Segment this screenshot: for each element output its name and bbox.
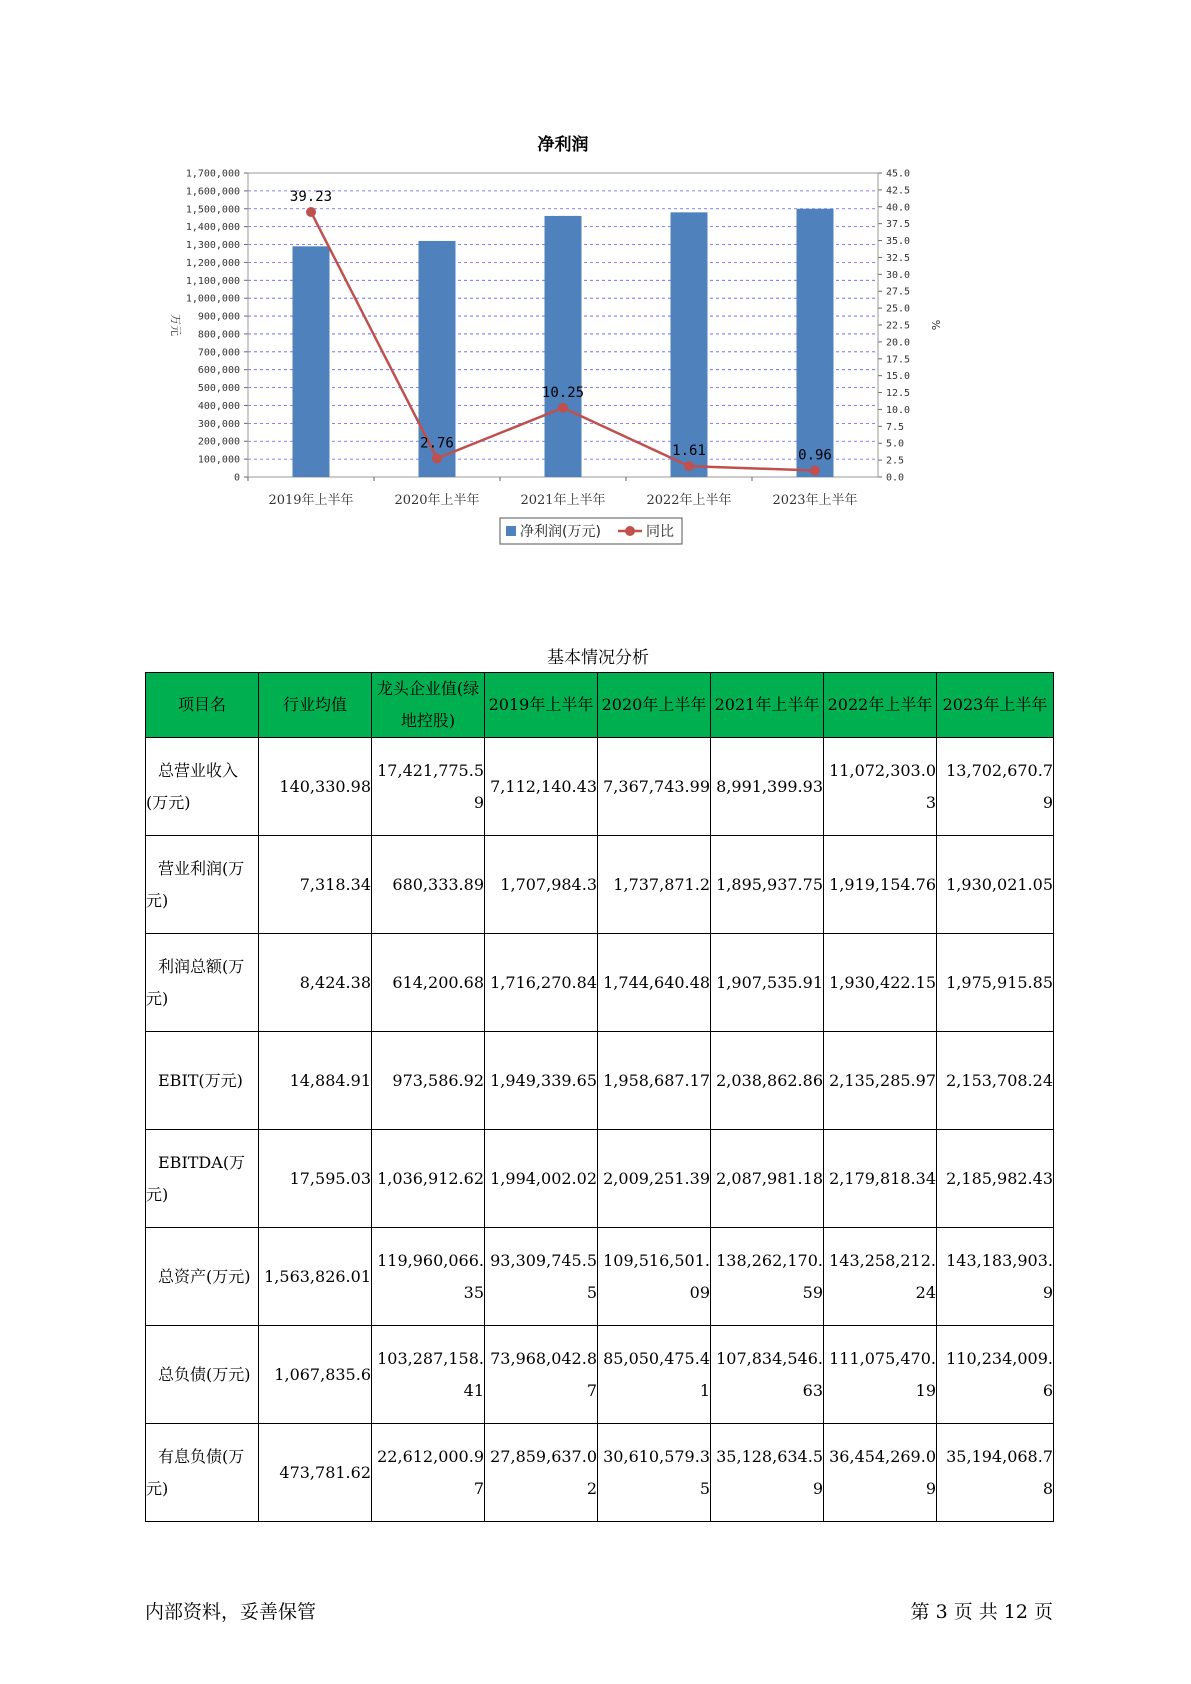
chart-title: 净利润	[537, 135, 589, 155]
row-label-cell	[146, 934, 259, 1032]
value-cell: 614,200.68	[372, 934, 485, 1032]
right-tick-label: 5.0	[886, 438, 905, 450]
right-tick-label: 7.5	[886, 421, 905, 433]
bar-net-profit	[545, 216, 582, 477]
header-cell: 2023年上半年	[937, 673, 1054, 738]
row-label-cell	[146, 1130, 259, 1228]
table-caption: 基本情况分析	[547, 648, 649, 668]
line-point-yoy	[432, 453, 442, 463]
row-label-cell	[146, 1424, 259, 1522]
chart-canvas	[160, 135, 1040, 595]
header-cell: 2022年上半年	[824, 673, 937, 738]
line-point-yoy	[558, 403, 568, 413]
header-cell: 2019年上半年	[485, 673, 598, 738]
table-row	[146, 836, 1054, 934]
table-row	[146, 738, 1054, 836]
bar-net-profit	[671, 212, 708, 477]
footer-page-number: 第 3 页 共 12 页	[910, 1601, 1053, 1623]
yoy-data-label: 39.23	[289, 188, 333, 205]
value-cell: 1,716,270.84	[485, 934, 598, 1032]
y-axis-left-title: 万元	[169, 314, 182, 336]
yoy-data-label: 1.61	[672, 443, 706, 460]
value-cell: 1,067,835.6	[259, 1326, 372, 1424]
value-cell: 27,859,637.02	[485, 1424, 598, 1522]
footer-confidential: 内部资料，妥善保管	[145, 1601, 317, 1623]
value-cell: 35,128,634.59	[711, 1424, 824, 1522]
right-tick-label: 20.0	[886, 337, 911, 349]
left-tick-label: 400,000	[197, 400, 240, 412]
value-cell: 93,309,745.55	[485, 1228, 598, 1326]
value-cell: 1,994,002.02	[485, 1130, 598, 1228]
right-tick-label: 40.0	[886, 202, 911, 214]
left-tick-label: 500,000	[197, 383, 240, 395]
right-tick-label: 25.0	[886, 303, 911, 315]
left-tick-label: 600,000	[197, 365, 240, 377]
value-cell: 85,050,475.41	[598, 1326, 711, 1424]
bar-net-profit	[797, 209, 834, 477]
table-row	[146, 1228, 1054, 1326]
right-tick-label: 17.5	[886, 354, 911, 366]
line-point-yoy	[306, 207, 316, 217]
value-cell: 119,960,066.35	[372, 1228, 485, 1326]
header-cell: 行业均值	[259, 673, 372, 738]
right-tick-label: 27.5	[886, 286, 911, 298]
value-cell: 2,009,251.39	[598, 1130, 711, 1228]
value-cell: 13,702,670.79	[937, 738, 1054, 836]
value-cell: 1,895,937.75	[711, 836, 824, 934]
value-cell: 17,595.03	[259, 1130, 372, 1228]
value-cell: 1,707,984.3	[485, 836, 598, 934]
value-cell: 35,194,068.78	[937, 1424, 1054, 1522]
x-tick-label: 2022年上半年	[646, 493, 732, 508]
left-tick-label: 700,000	[197, 347, 240, 359]
row-label: 总资产(万元)	[158, 1266, 251, 1286]
right-tick-label: 10.0	[886, 404, 911, 416]
header-cell: 龙头企业值(绿地控股)	[372, 673, 485, 738]
right-tick-label: 30.0	[886, 269, 911, 281]
value-cell: 2,038,862.86	[711, 1032, 824, 1130]
left-tick-label: 1,100,000	[185, 275, 240, 287]
right-tick-label: 42.5	[886, 185, 911, 197]
value-cell: 1,949,339.65	[485, 1032, 598, 1130]
left-tick-label: 1,300,000	[185, 240, 240, 252]
value-cell: 1,975,915.85	[937, 934, 1054, 1032]
x-tick-label: 2019年上半年	[268, 493, 354, 508]
row-label-cell	[146, 738, 259, 836]
left-tick-label: 1,500,000	[185, 204, 240, 216]
left-tick-label: 800,000	[197, 329, 240, 341]
left-tick-label: 1,400,000	[185, 222, 240, 234]
right-tick-label: 15.0	[886, 371, 911, 383]
value-cell: 138,262,170.59	[711, 1228, 824, 1326]
value-cell: 1,737,871.2	[598, 836, 711, 934]
value-cell: 103,287,158.41	[372, 1326, 485, 1424]
value-cell: 1,930,422.15	[824, 934, 937, 1032]
value-cell: 111,075,470.19	[824, 1326, 937, 1424]
left-tick-label: 300,000	[197, 418, 240, 430]
net-profit-chart	[160, 135, 1040, 595]
value-cell: 1,036,912.62	[372, 1130, 485, 1228]
value-cell: 1,907,535.91	[711, 934, 824, 1032]
left-tick-label: 1,000,000	[185, 293, 240, 305]
basic-analysis-table	[145, 672, 1054, 1522]
value-cell: 73,968,042.87	[485, 1326, 598, 1424]
left-tick-label: 1,700,000	[185, 168, 240, 180]
value-cell: 7,318.34	[259, 836, 372, 934]
value-cell: 11,072,303.03	[824, 738, 937, 836]
line-point-yoy	[810, 466, 820, 476]
value-cell: 8,991,399.93	[711, 738, 824, 836]
row-label: EBITDA(万元)	[146, 1152, 246, 1204]
bar-net-profit	[293, 246, 330, 477]
value-cell: 7,367,743.99	[598, 738, 711, 836]
row-label-cell	[146, 1228, 259, 1326]
value-cell: 2,185,982.43	[937, 1130, 1054, 1228]
x-tick-label: 2023年上半年	[772, 493, 858, 508]
value-cell: 680,333.89	[372, 836, 485, 934]
value-cell: 2,135,285.97	[824, 1032, 937, 1130]
value-cell: 110,234,009.6	[937, 1326, 1054, 1424]
value-cell: 7,112,140.43	[485, 738, 598, 836]
table-row	[146, 1130, 1054, 1228]
legend-swatch-bar	[506, 526, 516, 536]
value-cell: 1,930,021.05	[937, 836, 1054, 934]
row-label: 有息负债(万元)	[146, 1446, 245, 1498]
value-cell: 1,958,687.17	[598, 1032, 711, 1130]
value-cell: 973,586.92	[372, 1032, 485, 1130]
right-tick-label: 32.5	[886, 252, 911, 264]
value-cell: 143,183,903.9	[937, 1228, 1054, 1326]
right-tick-label: 2.5	[886, 455, 905, 467]
x-tick-label: 2020年上半年	[394, 493, 480, 508]
row-label-cell	[146, 836, 259, 934]
row-label: 总营业收入(万元)	[146, 760, 239, 812]
value-cell: 1,919,154.76	[824, 836, 937, 934]
right-tick-label: 22.5	[886, 320, 911, 332]
header-cell: 2020年上半年	[598, 673, 711, 738]
value-cell: 1,744,640.48	[598, 934, 711, 1032]
value-cell: 2,153,708.24	[937, 1032, 1054, 1130]
left-tick-label: 1,200,000	[185, 257, 240, 269]
value-cell: 107,834,546.63	[711, 1326, 824, 1424]
x-tick-label: 2021年上半年	[520, 493, 606, 508]
table-row	[146, 1424, 1054, 1522]
value-cell: 17,421,775.59	[372, 738, 485, 836]
right-tick-label: 45.0	[886, 168, 911, 180]
legend-label-yoy: 同比	[646, 524, 674, 540]
table-row	[146, 1032, 1054, 1130]
header-cell: 项目名	[146, 673, 259, 738]
row-label: EBIT(万元)	[158, 1070, 243, 1090]
left-tick-label: 900,000	[197, 311, 240, 323]
value-cell: 109,516,501.09	[598, 1228, 711, 1326]
value-cell: 143,258,212.24	[824, 1228, 937, 1326]
yoy-data-label: 2.76	[420, 435, 454, 452]
row-label-cell	[146, 1032, 259, 1130]
table-header-row	[146, 673, 1054, 738]
y-axis-right-title: %	[929, 319, 942, 331]
row-label: 利润总额(万元)	[146, 956, 245, 1008]
header-cell: 2021年上半年	[711, 673, 824, 738]
right-tick-label: 0.0	[886, 472, 905, 484]
yoy-data-label: 10.25	[541, 384, 585, 401]
value-cell: 473,781.62	[259, 1424, 372, 1522]
right-tick-label: 12.5	[886, 388, 911, 400]
value-cell: 30,610,579.35	[598, 1424, 711, 1522]
table-row	[146, 1326, 1054, 1424]
yoy-data-label: 0.96	[798, 447, 832, 464]
row-label-cell	[146, 1326, 259, 1424]
value-cell: 22,612,000.97	[372, 1424, 485, 1522]
left-tick-label: 0	[233, 472, 240, 484]
line-point-yoy	[684, 461, 694, 471]
table-row	[146, 934, 1054, 1032]
value-cell: 14,884.91	[259, 1032, 372, 1130]
left-tick-label: 100,000	[197, 454, 240, 466]
value-cell: 1,563,826.01	[259, 1228, 372, 1326]
left-tick-label: 200,000	[197, 436, 240, 448]
row-label: 营业利润(万元)	[146, 858, 245, 910]
left-tick-label: 1,600,000	[185, 186, 240, 198]
value-cell: 8,424.38	[259, 934, 372, 1032]
row-label: 总负债(万元)	[158, 1364, 251, 1384]
legend-label-net-profit: 净利润(万元)	[520, 524, 601, 540]
value-cell: 36,454,269.09	[824, 1424, 937, 1522]
legend-swatch-point	[625, 526, 635, 536]
right-tick-label: 37.5	[886, 219, 911, 231]
value-cell: 2,179,818.34	[824, 1130, 937, 1228]
right-tick-label: 35.0	[886, 236, 911, 248]
value-cell: 2,087,981.18	[711, 1130, 824, 1228]
value-cell: 140,330.98	[259, 738, 372, 836]
